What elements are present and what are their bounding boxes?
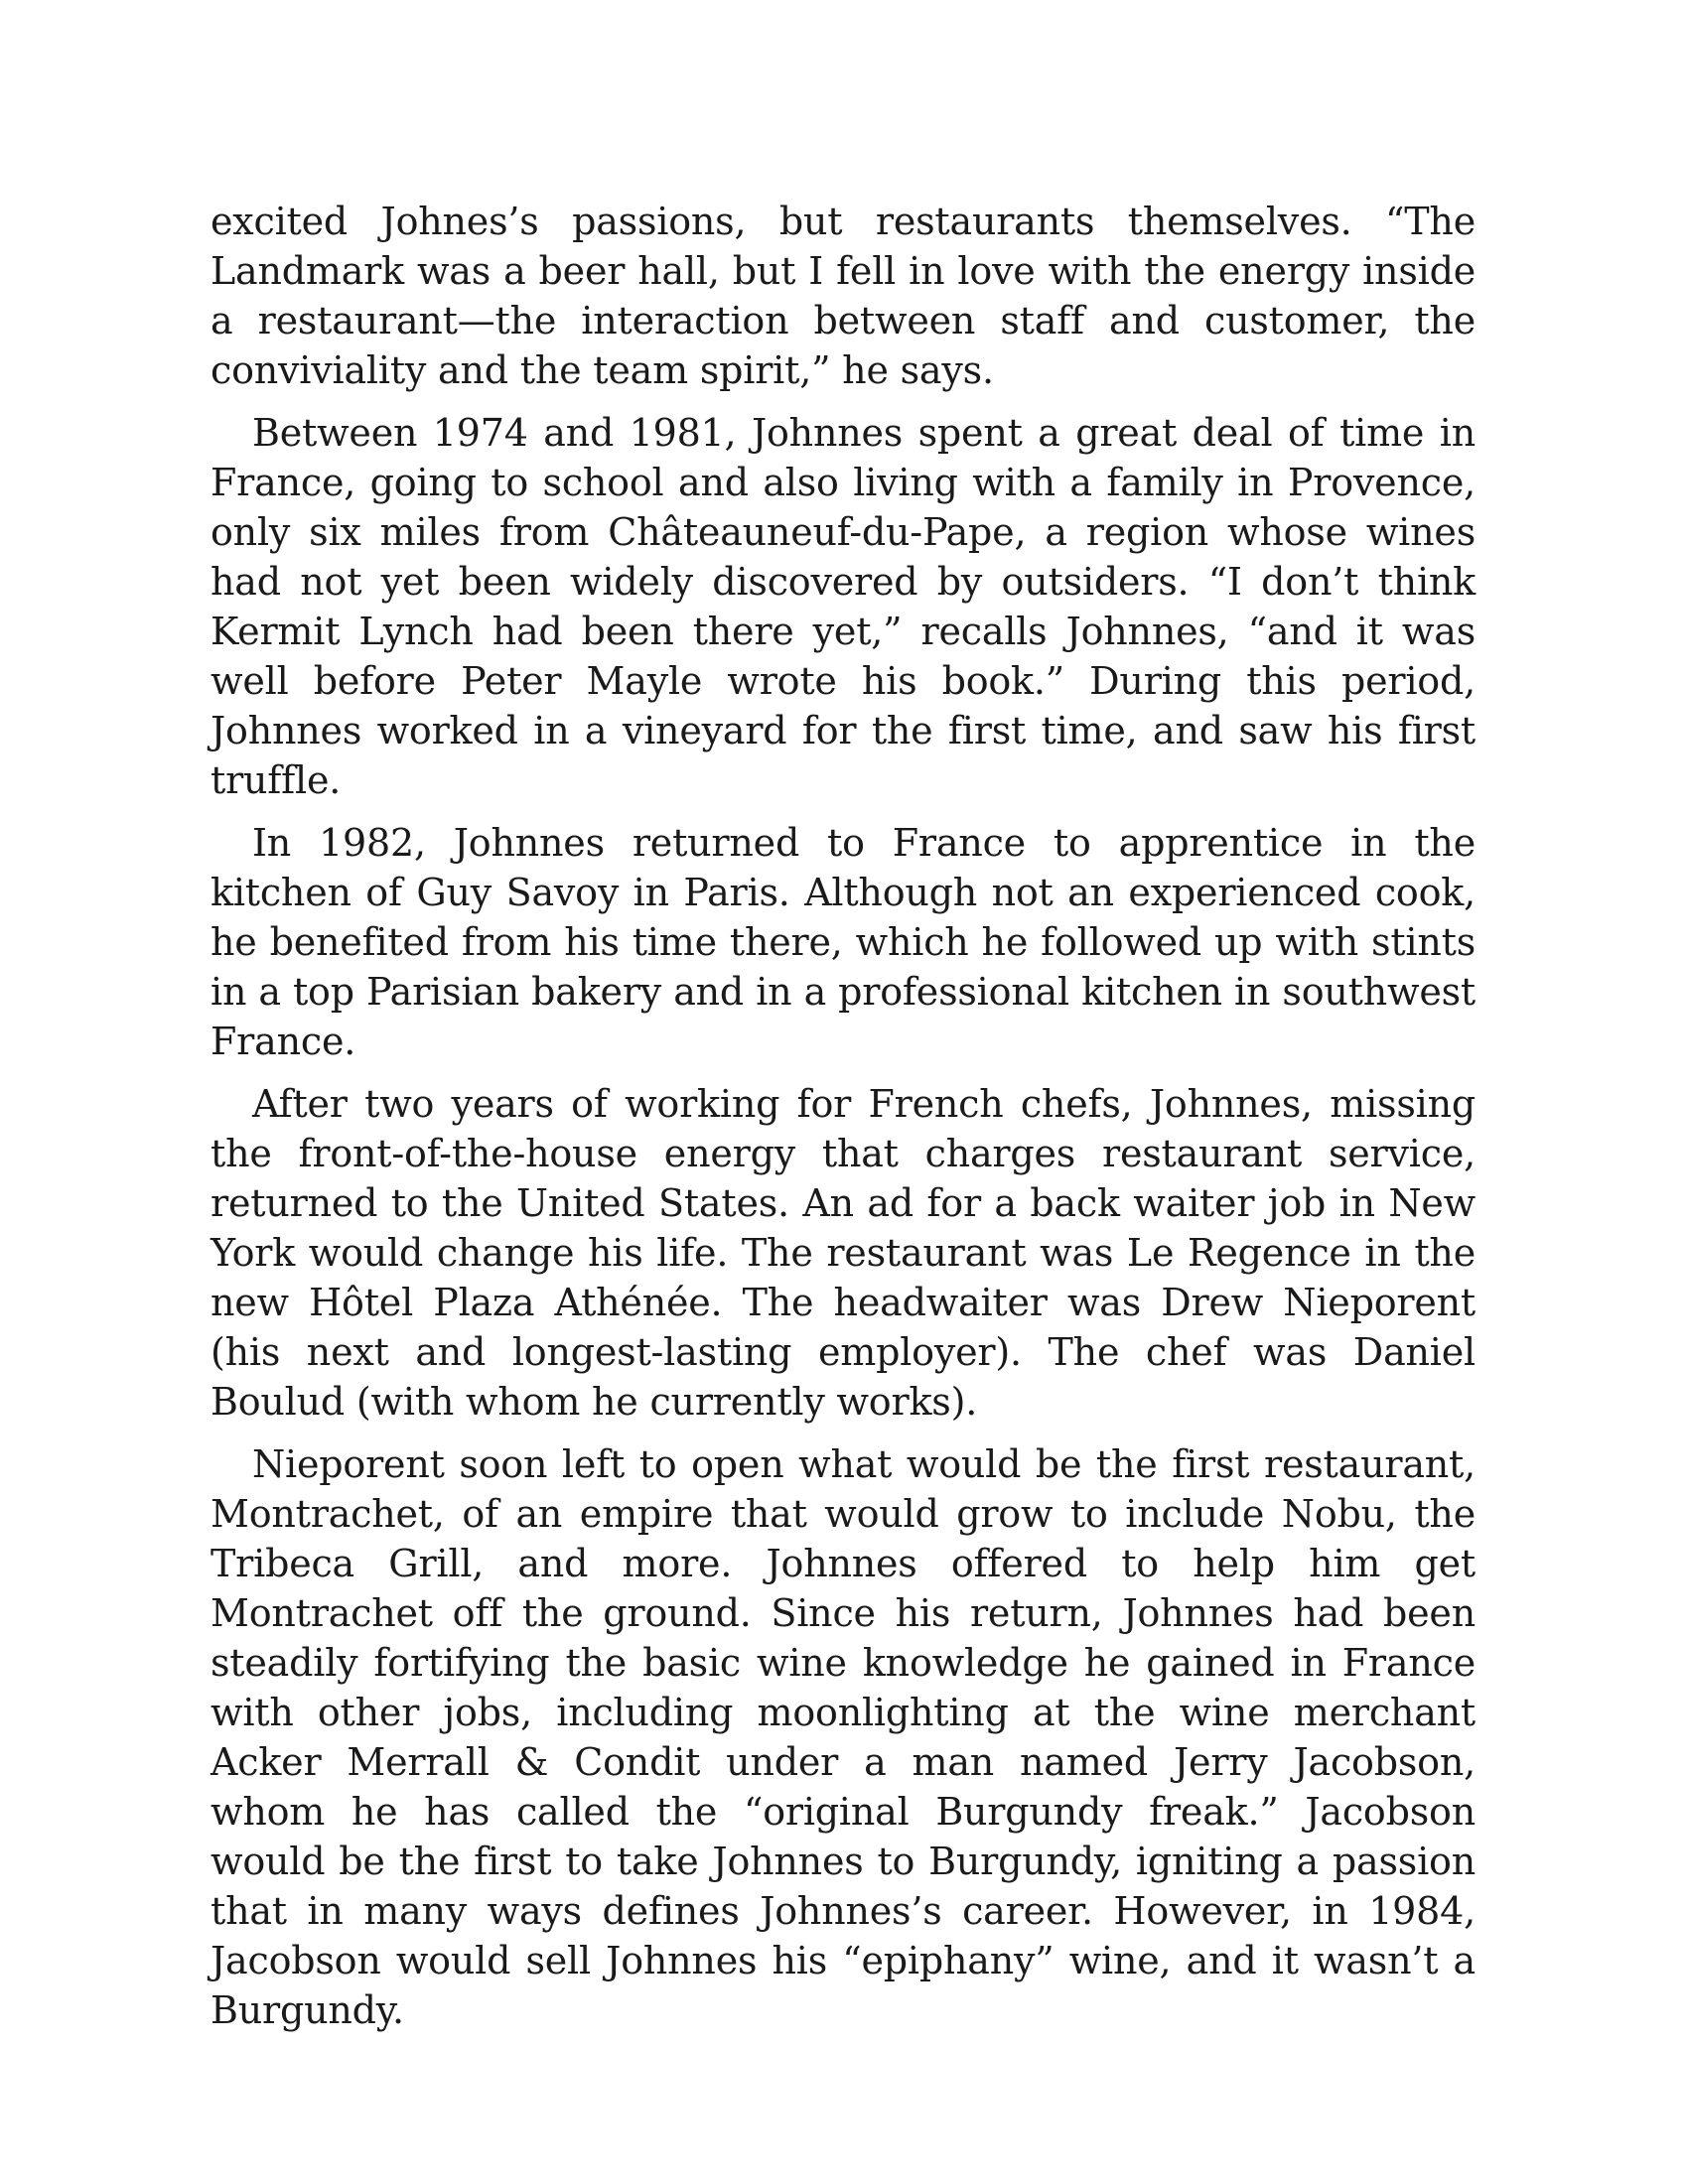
page-body — [211, 197, 1476, 2048]
paragraph-2: Between 1974 and 1981, Johnnes spent a great deal of time in France, going to school and also living with a family in Provence, only six miles from Châteauneuf-du-Pape, a region whose wines had not yet been widely discovered by outsiders. “I don’t think Kermit Lynch had been there yet,” recalls Johnnes, “and it was well before Peter Mayle wrote his book.” During this period, Johnnes worked in a vineyard for the first time, and saw his first truffle. — [211, 411, 1476, 802]
paragraph-3: In 1982, Johnnes returned to France to apprentice in the kitchen of Guy Savoy in Paris. Although not an experienced cook, he benefited from his time there, which he followed up with stints in a top Parisian bakery and in a professional kitchen in southwest France. — [211, 821, 1476, 1063]
paragraph-4: After two years of working for French chefs, Johnnes, missing the front-of-the-house energy that charges restaurant service, returned to the United States. An ad for a back waiter job in New York would change his life. The restaurant was Le Regence in the new Hôtel Plaza Athénée. The headwaiter was Drew Nieporent (his next and longest-lasting employer). The chef was Daniel Boulud (with whom he currently works). — [211, 1082, 1476, 1424]
paragraph-5: Nieporent soon left to open what would be the first restaurant, Montrachet, of an empire that would grow to include Nobu, the Tribeca Grill, and more. Johnnes offered to help him get Montrachet off the ground. Since his return, Johnnes had been steadily fortifying the basic wine knowledge he gained in France with other jobs, including moonlighting at the wine merchant Acker Merrall & Condit under a man named Jerry Jacobson, whom he has called the “original Burgundy freak.” Jacobson would be the first to take Johnnes to Burgundy, igniting a passion that in many ways defines Johnnes’s career. However, in 1984, Jacobson would sell Johnnes his “epiphany” wine, and it wasn’t a Burgundy. — [211, 1442, 1476, 2032]
paragraph-1: excited Johnes’s passions, but restaurants themselves. “The Landmark was a beer hall, but I fell in love with the energy inside a restaurant—the interaction between staff and customer, the conviviality and the team spirit,” he says. — [211, 200, 1476, 392]
